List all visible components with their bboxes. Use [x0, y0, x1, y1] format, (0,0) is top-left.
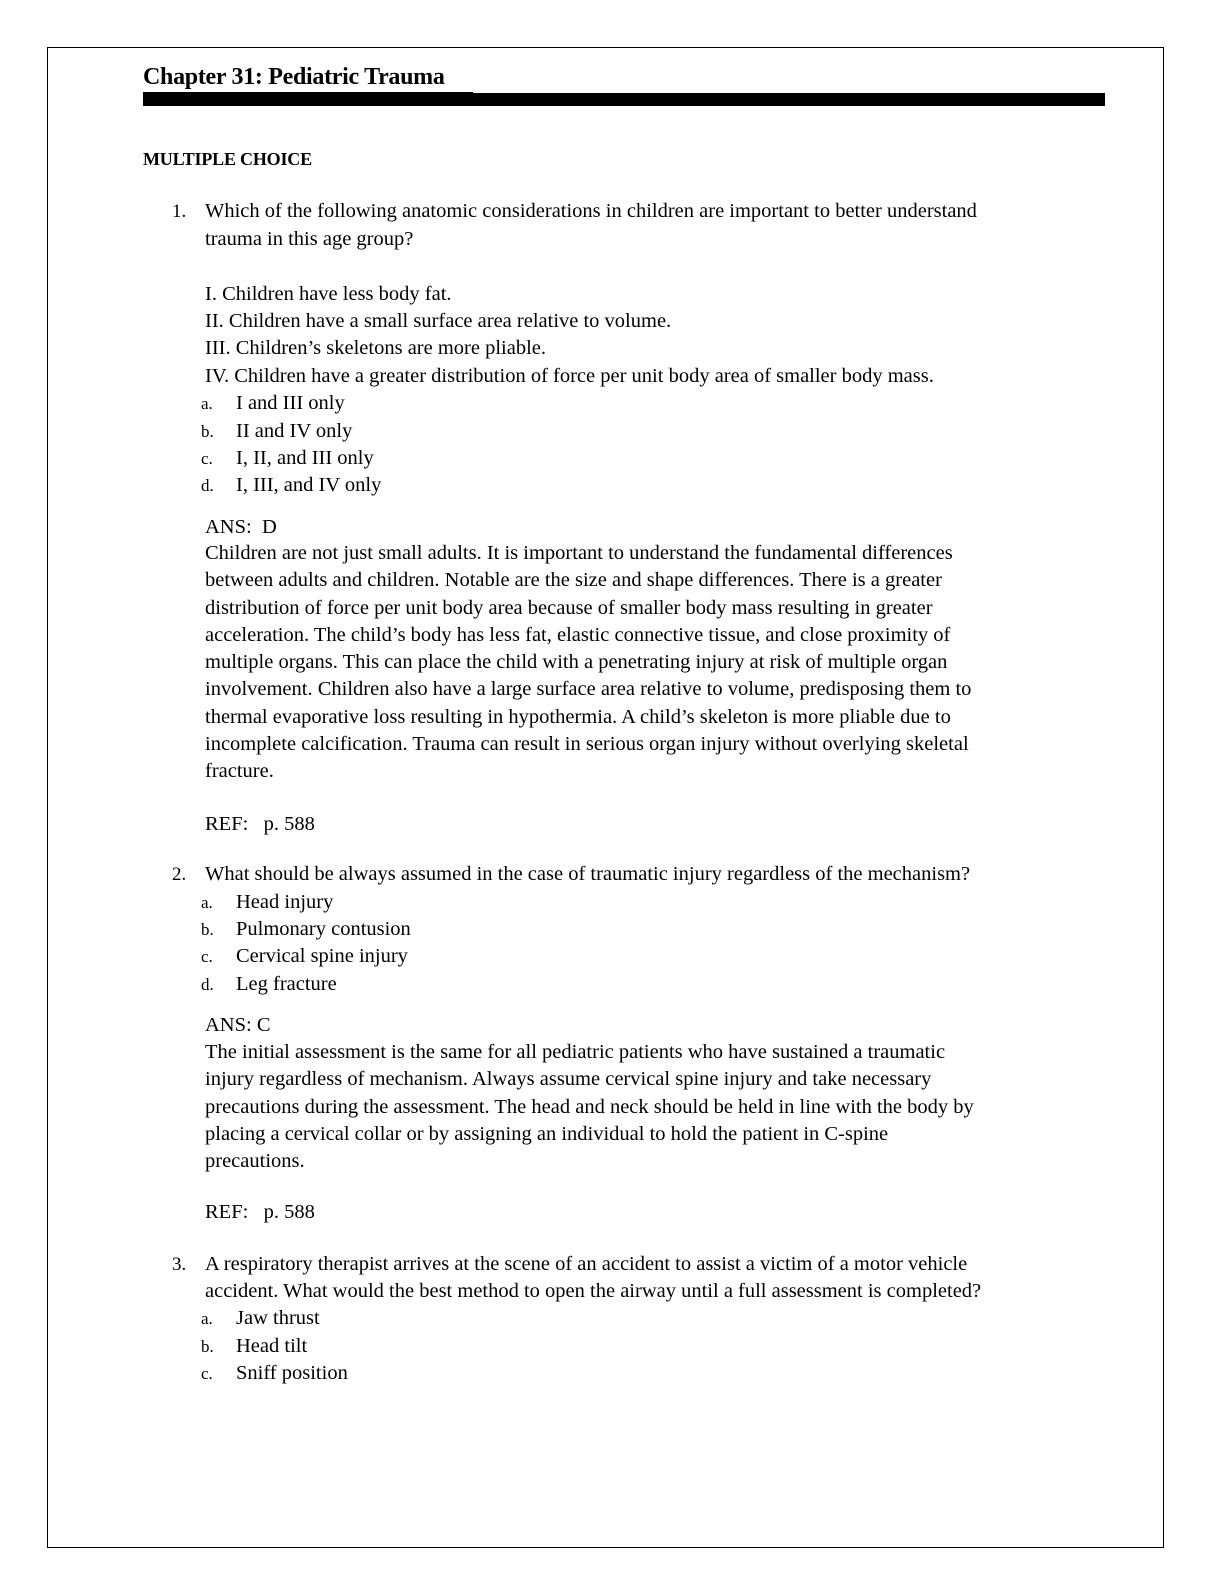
page-border-right	[1163, 47, 1164, 1548]
rationale-line: precautions during the assessment. The head and neck should be held in line with the body by	[205, 1095, 974, 1118]
rationale-line: Children are not just small adults. It is important to understand the fundamental differences	[205, 542, 953, 564]
option-letter: c.	[201, 947, 213, 966]
question-number: 1.	[172, 201, 187, 222]
question-number: 3.	[172, 1254, 187, 1275]
option-text: Sniff position	[236, 1362, 348, 1384]
rationale-line: between adults and children. Notable are the size and shape differences. There is a greater	[205, 569, 942, 592]
rationale-line: injury regardless of mechanism. Always assume cervical spine injury and take necessary	[205, 1068, 932, 1091]
option-text: I and III only	[236, 392, 345, 414]
rationale-line: incomplete calcification. Trauma can result in serious organ injury without overlying skeletal	[205, 733, 969, 756]
question-stem-line: trauma in this age group?	[205, 228, 414, 250]
option-letter: c.	[201, 449, 213, 468]
chapter-title: Chapter 31: Pediatric Trauma	[143, 64, 445, 90]
page-border-left	[47, 47, 48, 1548]
statement-item: II. Children have a small surface area relative to volume.	[205, 310, 672, 332]
option-text: Pulmonary contusion	[236, 918, 411, 940]
page-border-bottom	[47, 1547, 1164, 1548]
option-letter: d.	[201, 476, 214, 495]
answer-key: ANS: C	[205, 1014, 271, 1036]
option-text: II and IV only	[236, 420, 353, 442]
question-stem-line: Which of the following anatomic considerations in children are important to better understand	[205, 200, 977, 222]
option-text: Head tilt	[236, 1335, 308, 1357]
rationale-line: acceleration. The child’s body has less fat, elastic connective tissue, and close proximity of	[205, 623, 951, 646]
rationale-line: thermal evaporative loss resulting in hypothermia. A child’s skeleton is more pliable due to	[205, 705, 951, 728]
rationale	[205, 540, 1105, 786]
option-text: Leg fracture	[236, 973, 337, 995]
option-text: Head injury	[236, 891, 334, 913]
rationale-line: placing a cervical collar or by assigning an individual to hold the patient in C-spine	[205, 1122, 889, 1145]
answer-key: ANS: D	[205, 516, 277, 538]
option-text: I, III, and IV only	[236, 474, 382, 496]
option-letter: d.	[201, 975, 214, 994]
question-stem-line: A respiratory therapist arrives at the scene of an accident to assist a victim of a motor vehicle	[205, 1253, 968, 1275]
statement-item: III. Children’s skeletons are more pliable.	[205, 337, 546, 359]
page-border-top	[47, 47, 1164, 48]
title-rule	[143, 93, 1105, 106]
statement-item: IV. Children have a greater distribution of force per unit body area of smaller body mass.	[205, 365, 934, 387]
rationale-line: fracture.	[205, 760, 274, 783]
option-letter: c.	[201, 1364, 213, 1383]
rationale-line: The initial assessment is the same for all pediatric patients who have sustained a traumatic	[205, 1041, 946, 1063]
option-text: I, II, and III only	[236, 447, 374, 469]
rationale-line: multiple organs. This can place the child with a penetrating injury at risk of multiple organ	[205, 651, 948, 674]
statement-item: I. Children have less body fat.	[205, 283, 452, 305]
reference: REF: p. 588	[205, 1201, 315, 1223]
section-heading: MULTIPLE CHOICE	[143, 149, 312, 169]
rationale	[205, 1039, 1105, 1175]
option-letter: b.	[201, 920, 214, 939]
rationale-line: involvement. Children also have a large surface area relative to volume, predisposing them to	[205, 678, 972, 701]
option-letter: b.	[201, 422, 214, 441]
option-letter: a.	[201, 1309, 213, 1328]
option-letter: b.	[201, 1337, 214, 1356]
option-letter: a.	[201, 893, 213, 912]
option-text: Cervical spine injury	[236, 945, 408, 967]
question-number: 2.	[172, 864, 187, 885]
question-stem-line: accident. What would the best method to open the airway until a full assessment is completed?	[205, 1280, 982, 1302]
question-stem-line: What should be always assumed in the case of traumatic injury regardless of the mechanism?	[205, 863, 971, 885]
reference: REF: p. 588	[205, 813, 315, 835]
rationale-line: precautions.	[205, 1150, 305, 1173]
option-text: Jaw thrust	[236, 1307, 320, 1329]
rationale-line: distribution of force per unit body area because of smaller body mass resulting in greater	[205, 596, 933, 619]
option-letter: a.	[201, 394, 213, 413]
